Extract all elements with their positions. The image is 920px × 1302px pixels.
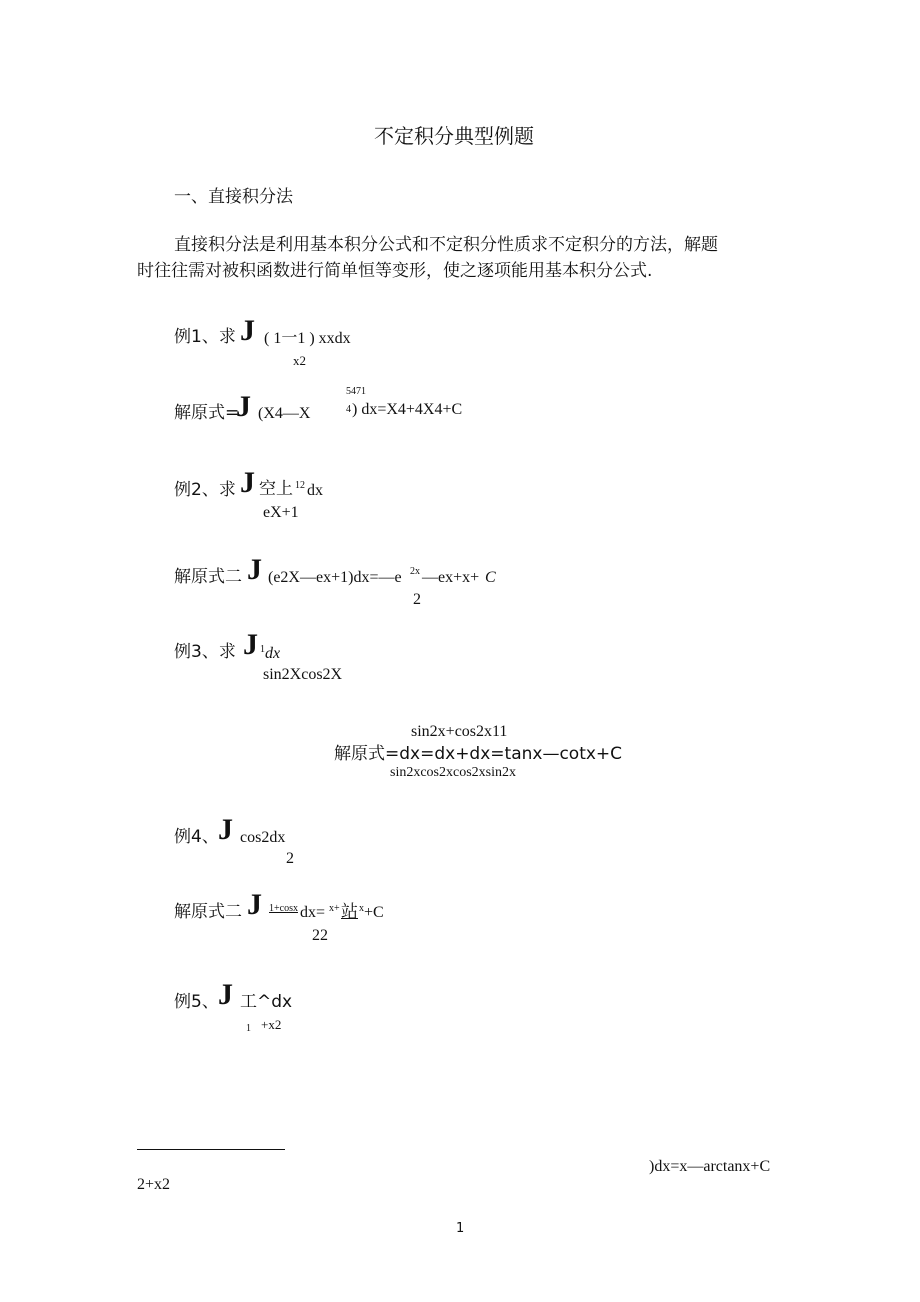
- solution-2-label: 解原式二: [174, 567, 242, 587]
- integral-sign: J: [247, 553, 262, 586]
- example-1-label: 例1、求: [174, 327, 236, 347]
- solution-4-result: +C: [364, 904, 384, 921]
- solution-1-superscript: 5471: [346, 386, 366, 397]
- solution-3-numerator: sin2x+cos2x11: [411, 723, 508, 740]
- solution-2-constant: C: [485, 569, 496, 586]
- example-2-denominator: eX+1: [263, 504, 299, 521]
- intro-line-2: 时往往需对被积函数进行简单恒等变形，使之逐项能用基本积分公式.: [137, 261, 653, 281]
- solution-3-denominator: sin2xcos2xcos2xsin2x: [390, 765, 516, 780]
- solution-2-superscript: 2x: [410, 566, 420, 577]
- example-2-superscript: 12: [295, 480, 305, 491]
- solution-4-dx: dx=: [300, 904, 326, 921]
- integral-sign: J: [218, 813, 233, 846]
- solution-1-label: 解原式=: [174, 403, 240, 423]
- example-4-label: 例4、: [174, 827, 219, 847]
- footnote-divider: [137, 1149, 285, 1150]
- solution-1-expr: (X4—X: [258, 405, 311, 422]
- footer-denominator: 2+x2: [137, 1176, 171, 1193]
- solution-4-numerator: 1+cosx: [269, 903, 298, 914]
- page-title: 不定积分典型例题: [374, 124, 534, 148]
- solution-2-denominator: 2: [413, 591, 421, 608]
- footer-formula: )dx=x—arctanx+C: [649, 1158, 771, 1175]
- solution-2-expr: (e2X—ex+1)dx=—e: [268, 569, 402, 586]
- integral-sign: J: [247, 888, 262, 921]
- integral-sign: J: [240, 314, 255, 347]
- integral-sign: J: [243, 628, 258, 661]
- example-2-expr: 空上: [259, 479, 293, 499]
- example-3-label: 例3、求: [174, 642, 236, 662]
- example-3-superscript: 1: [260, 644, 265, 655]
- example-1-denominator: x2: [293, 353, 306, 368]
- example-3-expr: dx: [265, 645, 281, 662]
- solution-4-label: 解原式二: [174, 902, 242, 922]
- solution-4-superscript-x: x: [359, 903, 364, 914]
- solution-3-main: 解原式=dx=dx+dx=tanx—cotx+C: [334, 744, 623, 764]
- example-5-denominator-2: +x2: [261, 1017, 282, 1032]
- integral-sign: J: [236, 390, 251, 423]
- intro-line-1: 直接积分法是利用基本积分公式和不定积分性质求不定积分的方法，解题: [174, 235, 718, 255]
- solution-4-glyph: 站: [341, 902, 358, 922]
- solution-4-superscript: x+: [329, 903, 340, 914]
- solution-4-denominator: 22: [312, 927, 328, 944]
- example-3-denominator: sin2Xcos2X: [263, 666, 343, 683]
- example-2-dx: dx: [307, 482, 323, 499]
- page-number: 1: [456, 1221, 465, 1236]
- example-5-label: 例5、: [174, 992, 219, 1012]
- example-4-denominator: 2: [286, 850, 294, 867]
- solution-1-subscript: 4: [346, 404, 351, 415]
- section-heading: 一、直接积分法: [174, 187, 293, 207]
- example-5-denominator-1: 1: [246, 1023, 251, 1034]
- example-1-expr: ( 1一1 ) xxdx: [264, 330, 351, 347]
- integral-sign: J: [218, 978, 233, 1011]
- example-2-label: 例2、求: [174, 480, 236, 500]
- example-5-expr: 工^dx: [240, 992, 293, 1012]
- integral-sign: J: [240, 466, 255, 499]
- example-4-expr: cos2dx: [240, 829, 286, 846]
- solution-2-result: —ex+x+: [422, 569, 480, 586]
- solution-1-result: ) dx=X4+4X4+C: [352, 401, 463, 418]
